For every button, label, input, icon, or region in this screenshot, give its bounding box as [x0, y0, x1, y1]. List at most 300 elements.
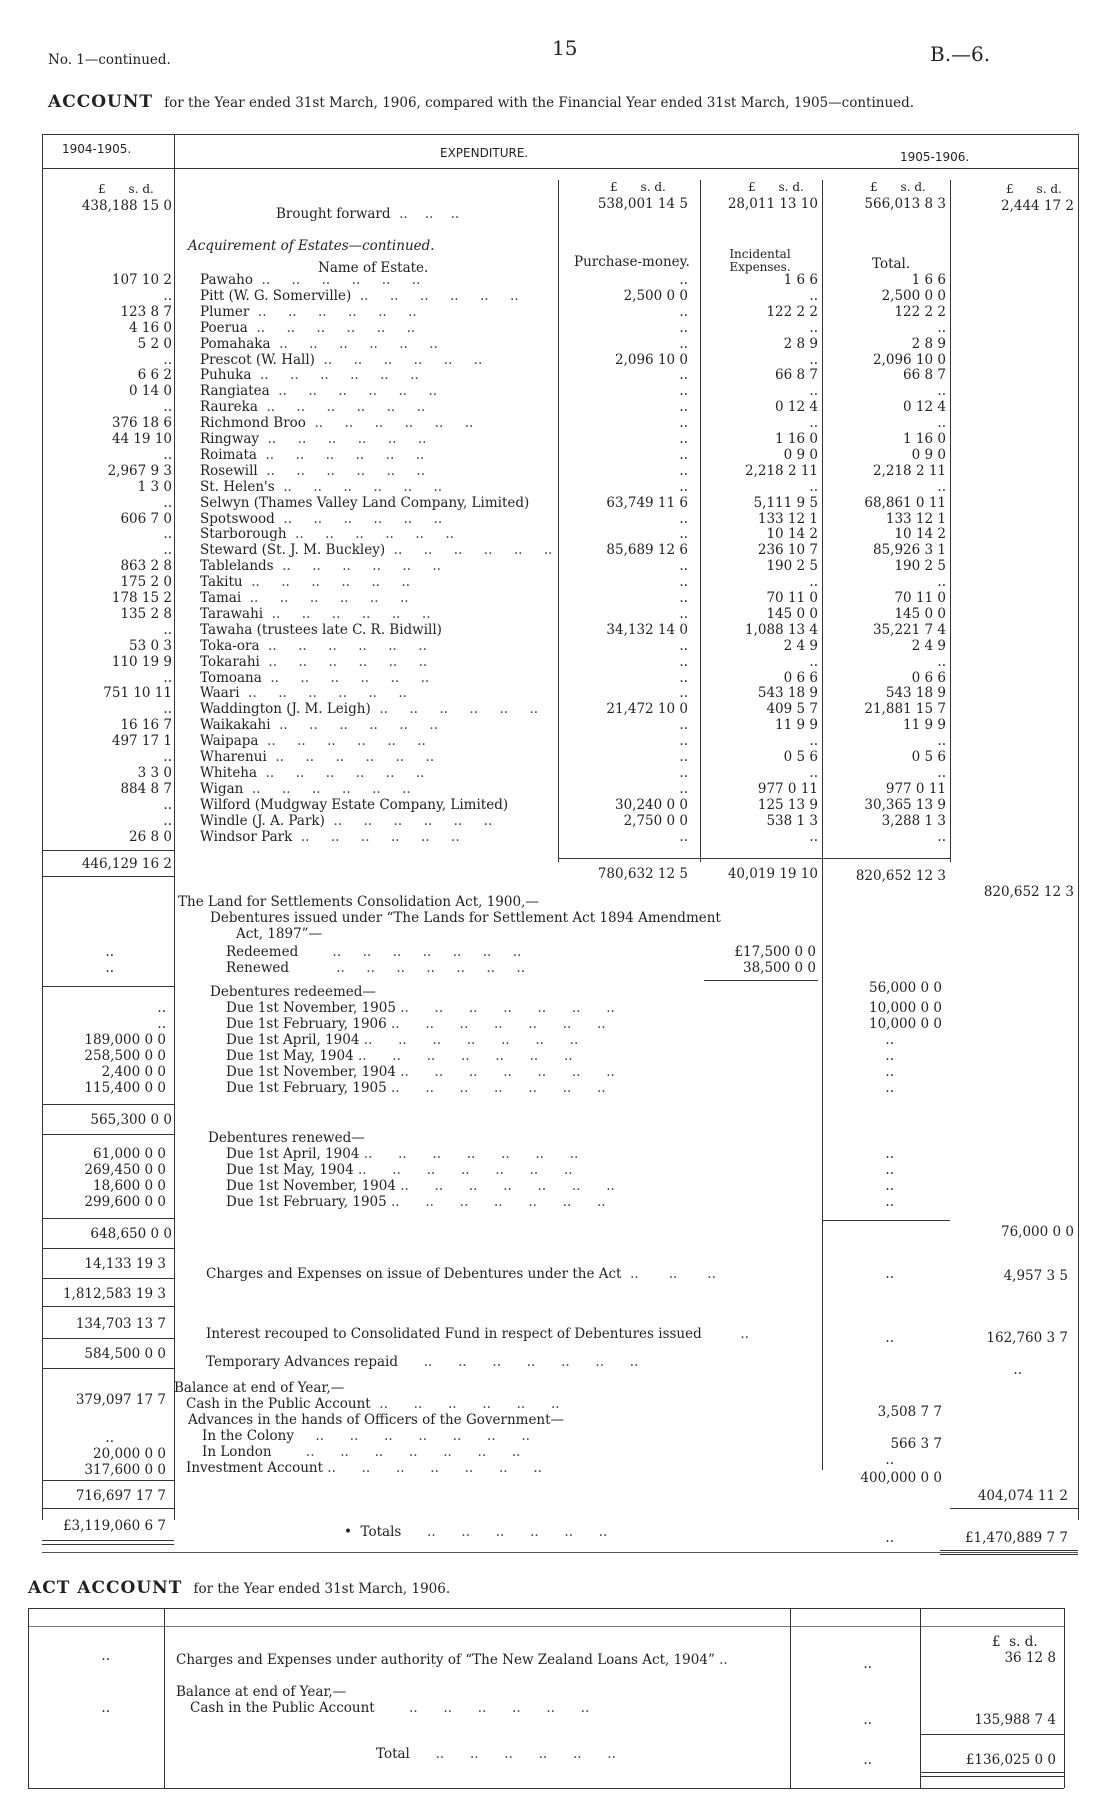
estate-incidental: ..	[809, 765, 818, 781]
report-code: B.—6.	[930, 42, 991, 66]
estate-purchase: ..	[679, 733, 688, 749]
deb-renewed-prev: 18,600 0 0	[93, 1178, 166, 1194]
deb-redeemed-amt: 10,000 0 0	[869, 1016, 942, 1032]
estate-incidental: ..	[809, 352, 818, 368]
estate-prev: 175 2 0	[120, 574, 172, 590]
estate-incidental: 125 13 9	[757, 797, 818, 813]
estate-purchase: ..	[679, 685, 688, 701]
estate-total: 2 4 9	[911, 638, 946, 654]
estate-name: Steward (St. J. M. Buckley) .. .. .. .. .. ..	[200, 542, 553, 558]
estate-purchase: ..	[679, 638, 688, 654]
deb-renewed-label: Due 1st February, 1905 .. .. .. .. .. .. ..	[226, 1194, 606, 1210]
estate-incidental: ..	[809, 733, 818, 749]
estate-prev: 107 10 2	[111, 272, 172, 288]
estate-prev: 178 15 2	[111, 590, 172, 606]
deb-redeemed-amt: 10,000 0 0	[869, 1000, 942, 1016]
estate-purchase: 2,750 0 0	[623, 813, 688, 829]
estate-name: Waddington (J. M. Leigh) .. .. .. .. .. ..	[200, 701, 539, 717]
estate-total: 122 2 2	[894, 304, 946, 320]
account-title-rest: for the Year ended 31st March, 1906, compared with the Financial Year ended 31st March, 1905—continued.	[164, 95, 915, 111]
consolidation-line1: Debentures issued under “The Lands for Settlement Act 1894 Amendment	[210, 910, 721, 926]
estate-name: Spotswood .. .. .. .. .. ..	[200, 511, 443, 527]
lsd-header-outer: £ s. d.	[1006, 182, 1062, 196]
totals-outer: £1,470,889 7 7	[964, 1530, 1068, 1546]
estate-name: Waari .. .. .. .. .. ..	[200, 685, 407, 701]
deb-renewed-amt: ..	[885, 1162, 894, 1178]
continued-label: No. 1—continued.	[48, 52, 171, 68]
renewed-label: Renewed .. .. .. .. .. .. ..	[226, 960, 526, 976]
estate-name: Tarawahi .. .. .. .. .. ..	[200, 606, 431, 622]
estate-incidental: ..	[809, 479, 818, 495]
estate-purchase: 34,132 14 0	[606, 622, 688, 638]
charges-label: Charges and Expenses on issue of Debentures under the Act .. .. ..	[206, 1266, 716, 1282]
estate-name-text: Rosewill	[200, 463, 258, 479]
bf-total: 566,013 8 3	[864, 196, 946, 212]
balance-invest-amt: 400,000 0 0	[860, 1470, 942, 1486]
balance-cash-label: Cash in the Public Account .. .. .. .. .. ..	[186, 1396, 560, 1412]
deb-redeemed-amt: ..	[885, 1080, 894, 1096]
totals-label: • Totals .. .. .. .. .. ..	[344, 1524, 608, 1540]
estate-prev: 3 3 0	[137, 765, 172, 781]
estate-prev: ..	[163, 813, 172, 829]
estate-total: 2,218 2 11	[873, 463, 946, 479]
estate-purchase: ..	[679, 511, 688, 527]
estate-purchase: ..	[679, 781, 688, 797]
estate-prev: ..	[163, 542, 172, 558]
estate-prev: 123 8 7	[120, 304, 172, 320]
estate-total: 68,861 0 11	[864, 495, 946, 511]
estate-incidental: 0 12 4	[775, 399, 818, 415]
estate-name: Wigan .. .. .. .. .. ..	[200, 781, 411, 797]
deb-redeemed-amt: ..	[885, 1064, 894, 1080]
estate-total: 30,365 13 9	[864, 797, 946, 813]
deb-renewed-label: Due 1st April, 1904 .. .. .. .. .. .. ..	[226, 1146, 579, 1162]
estate-incidental: 190 2 5	[766, 558, 818, 574]
estate-prev: ..	[163, 526, 172, 542]
estate-name-text: Tamai	[200, 590, 242, 606]
redeemed-prev: ..	[105, 944, 114, 960]
estate-incidental: 1 6 6	[783, 272, 818, 288]
act-total-mid: ..	[863, 1752, 872, 1768]
act-account-title	[28, 1578, 450, 1598]
balance-colony-amt: 566 3 7	[890, 1436, 942, 1452]
estate-name-text: Raureka	[200, 399, 258, 415]
bf-prev: 438,188 15 0	[81, 198, 172, 214]
estate-purchase: 2,096 10 0	[615, 352, 688, 368]
estate-name: Windle (J. A. Park) .. .. .. .. .. ..	[200, 813, 493, 829]
estate-name-text: Pitt (W. G. Somerville)	[200, 288, 352, 304]
deb-renewed-amt: ..	[885, 1194, 894, 1210]
estate-total: 10 14 2	[894, 526, 946, 542]
estate-incidental: ..	[809, 654, 818, 670]
estate-prev: ..	[163, 701, 172, 717]
estate-purchase: ..	[679, 399, 688, 415]
estate-incidental: 0 6 6	[783, 670, 818, 686]
estate-name: Tomoana .. .. .. .. .. ..	[200, 670, 430, 686]
estate-prev: 606 7 0	[120, 511, 172, 527]
balance-colony-prev: ..	[105, 1430, 114, 1446]
interest-prev: 134,703 13 7	[75, 1316, 166, 1332]
estate-incidental: 11 9 9	[775, 717, 818, 733]
balance-colony-label: In the Colony .. .. .. .. .. .. ..	[202, 1428, 530, 1444]
balance-invest-prev: 317,600 0 0	[84, 1462, 166, 1478]
estate-purchase: 63,749 11 6	[606, 495, 688, 511]
estate-total: 35,221 7 4	[873, 622, 946, 638]
estate-name: Tamai .. .. .. .. .. ..	[200, 590, 409, 606]
deb-redeemed-prev: 258,500 0 0	[84, 1048, 166, 1064]
estate-name	[200, 622, 442, 638]
estate-incidental: 66 8 7	[775, 367, 818, 383]
estate-incidental: 538 1 3	[766, 813, 818, 829]
estate-prev: ..	[163, 749, 172, 765]
expenditure-heading: EXPENDITURE.	[440, 146, 529, 160]
estate-name-text: Tablelands	[200, 558, 274, 574]
deb-redeemed-label: Due 1st February, 1906 .. .. .. .. .. .. ..	[226, 1016, 606, 1032]
consolidation-sum: 56,000 0 0	[869, 980, 942, 996]
estate-name: Pitt (W. G. Somerville) .. .. .. .. .. ..	[200, 288, 519, 304]
estates-total-incidental: 40,019 19 10	[727, 866, 818, 882]
balance-invest-label: Investment Account .. .. .. .. .. .. ..	[186, 1460, 542, 1476]
estate-prev: 376 18 6	[111, 415, 172, 431]
estates-total-purchase: 780,632 12 5	[597, 866, 688, 882]
act-charges-label: Charges and Expenses under authority of “The New Zealand Loans Act, 1904” ..	[176, 1652, 728, 1668]
estate-name: Ringway .. .. .. .. .. ..	[200, 431, 427, 447]
deb-redeemed-amt: ..	[885, 1032, 894, 1048]
estate-name-text: Pawaho	[200, 272, 253, 288]
renewed-prev: ..	[105, 960, 114, 976]
interest-amt: ..	[885, 1330, 894, 1346]
estate-total: ..	[937, 383, 946, 399]
estate-prev: 135 2 8	[120, 606, 172, 622]
deb-redeemed-label: Due 1st April, 1904 .. .. .. .. .. .. ..	[226, 1032, 579, 1048]
estate-purchase: ..	[679, 749, 688, 765]
charges-prev: 14,133 19 3	[84, 1256, 166, 1272]
estate-purchase: ..	[679, 367, 688, 383]
estate-name-text: Toka-ora	[200, 638, 260, 654]
estates-total-total: 820,652 12 3	[855, 868, 946, 884]
deb-redeemed-prev: 115,400 0 0	[84, 1080, 166, 1096]
estate-name-text: Wharenui	[200, 749, 267, 765]
estate-prev: 2,967 9 3	[107, 463, 172, 479]
estate-name	[200, 495, 529, 511]
estate-prev: ..	[163, 288, 172, 304]
deb-renewed-amt: ..	[885, 1178, 894, 1194]
deb-renewed-title: Debentures renewed—	[208, 1130, 365, 1146]
estate-purchase: ..	[679, 654, 688, 670]
estate-name-text: Waddington (J. M. Leigh)	[200, 701, 371, 717]
account-title	[48, 92, 914, 112]
estate-incidental: ..	[809, 288, 818, 304]
deb-renewed-prev-total: 648,650 0 0	[90, 1226, 172, 1242]
subtotal-prev: 1,812,583 19 3	[62, 1286, 166, 1302]
temp-adv-outer: ..	[1013, 1362, 1022, 1378]
estate-total: 0 6 6	[911, 670, 946, 686]
estate-name-text: Prescot (W. Hall)	[200, 352, 315, 368]
estate-name-text: Roimata	[200, 447, 257, 463]
estates-total-prev: 446,129 16 2	[81, 856, 172, 872]
balance-london-amt: ..	[885, 1452, 894, 1468]
estate-prev: ..	[163, 622, 172, 638]
estate-incidental: 70 11 0	[766, 590, 818, 606]
estate-purchase: ..	[679, 415, 688, 431]
estate-incidental: ..	[809, 574, 818, 590]
estate-total: 3,288 1 3	[881, 813, 946, 829]
estate-prev: 16 16 7	[120, 717, 172, 733]
estate-incidental: ..	[809, 383, 818, 399]
bf-incidental: 28,011 13 10	[727, 196, 818, 212]
estates-name-col: Name of Estate.	[318, 260, 429, 276]
deb-renewed-prev: 299,600 0 0	[84, 1194, 166, 1210]
estate-prev: 884 8 7	[120, 781, 172, 797]
estate-name: Richmond Broo .. .. .. .. .. ..	[200, 415, 474, 431]
estate-name-text: Wilford (Mudgway Estate Company, Limited)	[200, 797, 509, 813]
deb-renewed-label: Due 1st May, 1904 .. .. .. .. .. .. ..	[226, 1162, 573, 1178]
estate-name-text: Whiteha	[200, 765, 258, 781]
balance-cash-prev: 379,097 17 7	[75, 1392, 166, 1408]
estate-prev: 26 8 0	[129, 829, 172, 845]
estate-prev: 863 2 8	[120, 558, 172, 574]
estate-name: Whiteha .. .. .. .. .. ..	[200, 765, 425, 781]
estate-purchase: ..	[679, 606, 688, 622]
estate-purchase: ..	[679, 590, 688, 606]
estate-purchase: ..	[679, 383, 688, 399]
estate-total: ..	[937, 479, 946, 495]
estate-total: 1 16 0	[903, 431, 946, 447]
estate-name: Prescot (W. Hall) .. .. .. .. .. ..	[200, 352, 483, 368]
balance-cash-amt: 3,508 7 7	[877, 1404, 942, 1420]
deb-renewed-outer: 76,000 0 0	[1001, 1224, 1074, 1240]
estate-name-text: Wigan	[200, 781, 244, 797]
estate-incidental: 2 4 9	[783, 638, 818, 654]
estate-name: Rosewill .. .. .. .. .. ..	[200, 463, 426, 479]
estate-total: 543 18 9	[885, 685, 946, 701]
estate-total: 11 9 9	[903, 717, 946, 733]
estates-title: Acquirement of Estates—continued.	[188, 238, 435, 254]
estate-name-text: Tokarahi	[200, 654, 260, 670]
consolidation-title: The Land for Settlements Consolidation Act, 1900,—	[178, 894, 539, 910]
estate-name: Plumer .. .. .. .. .. ..	[200, 304, 417, 320]
estate-total: 145 0 0	[894, 606, 946, 622]
estates-purchase-col: Purchase-money.	[574, 254, 690, 270]
estate-total: 21,881 15 7	[864, 701, 946, 717]
estate-total: ..	[937, 415, 946, 431]
deb-renewed-prev: 269,450 0 0	[84, 1162, 166, 1178]
deb-redeemed-label: Due 1st November, 1905 .. .. .. .. .. .. ..	[226, 1000, 615, 1016]
estate-incidental: ..	[809, 415, 818, 431]
estate-purchase: 85,689 12 6	[606, 542, 688, 558]
estate-incidental: 409 5 7	[766, 701, 818, 717]
estate-incidental: 1,088 13 4	[745, 622, 818, 638]
charges-amt: ..	[885, 1266, 894, 1282]
redeemed-amt: £17,500 0 0	[734, 944, 816, 960]
balance-prev-total: 716,697 17 7	[75, 1488, 166, 1504]
redeemed-label: Redeemed .. .. .. .. .. .. ..	[226, 944, 522, 960]
estate-total: 1 6 6	[911, 272, 946, 288]
estate-name: Tokarahi .. .. .. .. .. ..	[200, 654, 428, 670]
estate-incidental: ..	[809, 829, 818, 845]
estate-name: Roimata .. .. .. .. .. ..	[200, 447, 425, 463]
estate-prev: 53 0 3	[129, 638, 172, 654]
estate-incidental: 977 0 11	[757, 781, 818, 797]
estate-name: Waikakahi .. .. .. .. .. ..	[200, 717, 438, 733]
deb-redeemed-prev: 2,400 0 0	[101, 1064, 166, 1080]
balance-outer: 404,074 11 2	[977, 1488, 1068, 1504]
estate-prev: ..	[163, 495, 172, 511]
act-total-label: Total .. .. .. .. .. ..	[376, 1746, 616, 1762]
estate-name: Toka-ora .. .. .. .. .. ..	[200, 638, 427, 654]
estate-total: 0 9 0	[911, 447, 946, 463]
estate-name-text: St. Helen's	[200, 479, 275, 495]
estate-name-text: Tarawahi	[200, 606, 264, 622]
deb-redeemed-label: Due 1st May, 1904 .. .. .. .. .. .. ..	[226, 1048, 573, 1064]
estate-total: 2,096 10 0	[873, 352, 946, 368]
balance-adv-label: Advances in the hands of Officers of the Government—	[188, 1412, 565, 1428]
estate-prev: ..	[163, 670, 172, 686]
estate-incidental: 0 5 6	[783, 749, 818, 765]
lsd-header-purchase: £ s. d.	[610, 180, 666, 194]
estate-prev: 0 14 0	[129, 383, 172, 399]
estate-total: ..	[937, 765, 946, 781]
estate-incidental: 2,218 2 11	[745, 463, 818, 479]
estate-prev: 497 17 1	[111, 733, 172, 749]
estate-incidental: 236 10 7	[757, 542, 818, 558]
period-curr: 1905-1906.	[900, 150, 970, 164]
estate-name-text: Plumer	[200, 304, 250, 320]
estate-purchase: ..	[679, 558, 688, 574]
act-balance-title: Balance at end of Year,—	[176, 1684, 347, 1700]
estate-prev: ..	[163, 352, 172, 368]
act-cash-label: Cash in the Public Account .. .. .. .. .. ..	[190, 1700, 590, 1716]
estate-incidental: 543 18 9	[757, 685, 818, 701]
estates-incidental-col: Incidental Expenses.	[729, 247, 791, 274]
charges-outer: 4,957 3 5	[1003, 1268, 1068, 1284]
estate-name: Poerua .. .. .. .. .. ..	[200, 320, 416, 336]
estate-prev: 6 6 2	[137, 367, 172, 383]
estate-name-text: Richmond Broo	[200, 415, 306, 431]
deb-redeemed-prev: 189,000 0 0	[84, 1032, 166, 1048]
estate-name: Pomahaka .. .. .. .. .. ..	[200, 336, 438, 352]
estate-name-text: Windle (J. A. Park)	[200, 813, 325, 829]
account-title-bold: ACCOUNT	[48, 92, 154, 112]
estate-total: ..	[937, 320, 946, 336]
temp-adv-label: Temporary Advances repaid .. .. .. .. .. .. ..	[206, 1354, 639, 1370]
deb-redeemed-prev-total: 565,300 0 0	[90, 1112, 172, 1128]
totals-prev: £3,119,060 6 7	[62, 1518, 166, 1534]
estate-name-text: Pomahaka	[200, 336, 271, 352]
deb-redeemed-prev: ..	[157, 1000, 166, 1016]
estate-name-text: Puhuka	[200, 367, 252, 383]
bf-purchase: 538,001 14 5	[597, 196, 688, 212]
estate-name: Windsor Park .. .. .. .. .. ..	[200, 829, 460, 845]
deb-renewed-amt: ..	[885, 1146, 894, 1162]
estate-purchase: 2,500 0 0	[623, 288, 688, 304]
temp-adv-prev: 584,500 0 0	[84, 1346, 166, 1362]
estate-incidental: ..	[809, 320, 818, 336]
estate-name-text: Steward (St. J. M. Buckley)	[200, 542, 386, 558]
estate-purchase: ..	[679, 717, 688, 733]
act-lsd-header: £ s. d.	[992, 1634, 1038, 1650]
estate-name: Tablelands .. .. .. .. .. ..	[200, 558, 441, 574]
estate-purchase: ..	[679, 479, 688, 495]
act-cash-mid: ..	[863, 1712, 872, 1728]
estate-purchase: ..	[679, 463, 688, 479]
estates-total-outer: 820,652 12 3	[983, 884, 1074, 900]
estate-prev: ..	[163, 797, 172, 813]
estate-name: St. Helen's .. .. .. .. .. ..	[200, 479, 443, 495]
estate-incidental: 122 2 2	[766, 304, 818, 320]
estate-total: 133 12 1	[885, 511, 946, 527]
act-cash-prev: ..	[101, 1700, 110, 1716]
consolidation-line2: Act, 1897”—	[236, 926, 323, 942]
estate-total: 977 0 11	[885, 781, 946, 797]
estate-name: Takitu .. .. .. .. .. ..	[200, 574, 410, 590]
estate-total: 70 11 0	[894, 590, 946, 606]
bf-outer: 2,444 17 2	[1001, 198, 1074, 214]
estate-name-text: Waari	[200, 685, 240, 701]
interest-outer: 162,760 3 7	[986, 1330, 1068, 1346]
page-number: 15	[552, 36, 578, 60]
estate-purchase: ..	[679, 336, 688, 352]
estate-total: 85,926 3 1	[873, 542, 946, 558]
estate-incidental: 10 14 2	[766, 526, 818, 542]
lsd-header-total: £ s. d.	[870, 180, 926, 194]
estate-incidental: 5,111 9 5	[753, 495, 818, 511]
estate-incidental: 133 12 1	[757, 511, 818, 527]
estate-total: 2 8 9	[911, 336, 946, 352]
deb-renewed-label: Due 1st November, 1904 .. .. .. .. .. .. ..	[226, 1178, 615, 1194]
estate-total: 66 8 7	[903, 367, 946, 383]
estate-incidental: 2 8 9	[783, 336, 818, 352]
estate-name-text: Takitu	[200, 574, 243, 590]
estate-name-text: Windsor Park	[200, 829, 293, 845]
estate-total: ..	[937, 829, 946, 845]
estate-total: ..	[937, 574, 946, 590]
deb-redeemed-label: Due 1st February, 1905 .. .. .. .. .. .. ..	[226, 1080, 606, 1096]
estate-total: 0 12 4	[903, 399, 946, 415]
estate-name: Waipapa .. .. .. .. .. ..	[200, 733, 426, 749]
estate-purchase: ..	[679, 574, 688, 590]
estate-purchase: ..	[679, 526, 688, 542]
estate-name-text: Rangiatea	[200, 383, 270, 399]
deb-redeemed-title: Debentures redeemed—	[210, 984, 376, 1000]
estate-prev: 5 2 0	[137, 336, 172, 352]
estate-incidental: 0 9 0	[783, 447, 818, 463]
deb-renewed-prev: 61,000 0 0	[93, 1146, 166, 1162]
deb-redeemed-prev: ..	[157, 1016, 166, 1032]
estate-purchase: ..	[679, 447, 688, 463]
estate-name: Rangiatea .. .. .. .. .. ..	[200, 383, 438, 399]
estates-total-col: Total.	[872, 256, 911, 272]
estate-purchase: 30,240 0 0	[615, 797, 688, 813]
bf-label: Brought forward .. .. ..	[276, 206, 460, 222]
balance-london-label: In London .. .. .. .. .. .. ..	[202, 1444, 521, 1460]
estate-incidental: 1 16 0	[775, 431, 818, 447]
estate-name-text: Spotswood	[200, 511, 275, 527]
act-charges-prev: ..	[101, 1648, 110, 1664]
estate-purchase: ..	[679, 765, 688, 781]
balance-london-prev: 20,000 0 0	[93, 1446, 166, 1462]
estate-prev: 44 19 10	[111, 431, 172, 447]
interest-label: Interest recouped to Consolidated Fund in respect of Debentures issued ..	[206, 1326, 749, 1342]
deb-redeemed-label: Due 1st November, 1904 .. .. .. .. .. .. ..	[226, 1064, 615, 1080]
lsd-header-prev: £ s. d.	[98, 182, 154, 196]
estate-purchase: ..	[679, 304, 688, 320]
estate-total: 2,500 0 0	[881, 288, 946, 304]
act-charges-amt: 36 12 8	[1004, 1650, 1056, 1666]
act-total-amt: £136,025 0 0	[965, 1752, 1056, 1768]
period-prev: 1904-1905.	[62, 142, 132, 156]
estate-name: Wharenui .. .. .. .. .. ..	[200, 749, 435, 765]
